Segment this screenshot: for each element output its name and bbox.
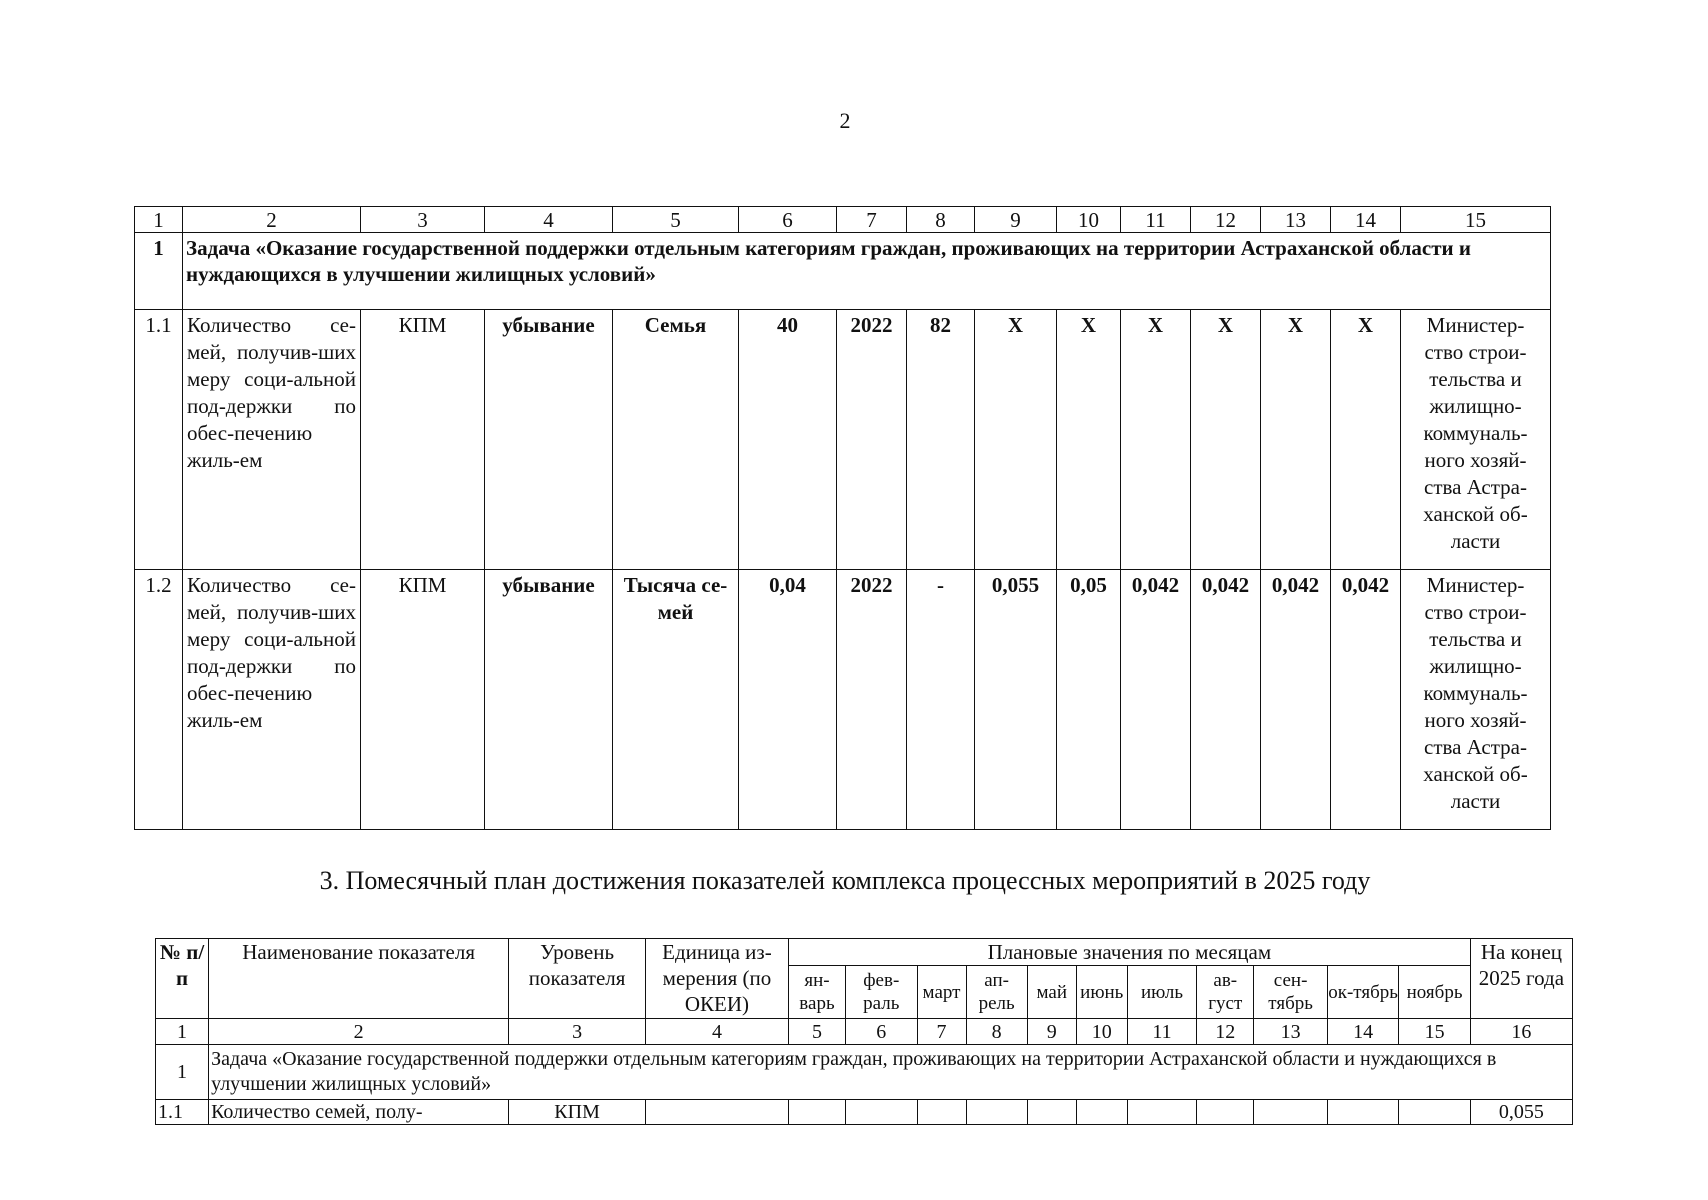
column-number: 7: [837, 207, 907, 233]
table-row: [135, 570, 1551, 830]
column-number: 10: [1076, 1019, 1127, 1045]
task-text: Задача «Оказание государственной поддержки отдельным категориям граждан, проживающих на территории Астраханской области и нуждающихся в улучшении жилищных условий»: [209, 1045, 1573, 1100]
column-number: 1: [156, 1019, 209, 1045]
month-value: [1127, 1100, 1196, 1125]
month-header: ян-варь: [788, 966, 845, 1019]
month-value: [1027, 1100, 1076, 1125]
column-number: 15: [1401, 207, 1551, 233]
month-value: [846, 1100, 917, 1125]
column-number: 13: [1261, 207, 1331, 233]
month-header: июль: [1127, 966, 1196, 1019]
month-header: май: [1027, 966, 1076, 1019]
indicator-name: Количество се-мей, получив-ших меру соци-альной под-держки по обес-печению жиль-ем: [183, 570, 361, 830]
value-cell: 0,042: [1121, 570, 1191, 830]
month-header: ав-густ: [1197, 966, 1254, 1019]
month-value: [917, 1100, 966, 1125]
row-number: 1.1: [135, 310, 183, 570]
task-number: 1: [135, 233, 183, 310]
value-cell: Х: [1121, 310, 1191, 570]
month-header: сен-тябрь: [1254, 966, 1328, 1019]
value-cell: 82: [907, 310, 975, 570]
indicators-table: [134, 206, 1551, 830]
month-value: [788, 1100, 845, 1125]
value-cell: Х: [975, 310, 1057, 570]
column-number: 8: [907, 207, 975, 233]
indicator-name: Количество се-мей, получив-ших меру соци-альной под-держки по обес-печению жиль-ем: [183, 310, 361, 570]
column-number: 12: [1197, 1019, 1254, 1045]
table-row: [156, 1100, 1573, 1125]
column-number: 12: [1191, 207, 1261, 233]
column-number: 7: [917, 1019, 966, 1045]
column-number: 4: [645, 1019, 788, 1045]
month-header: ок-тябрь: [1327, 966, 1398, 1019]
column-number: 9: [975, 207, 1057, 233]
header-name: Наименование показателя: [209, 939, 509, 1019]
indicator-name: Количество семей, полу-: [209, 1100, 509, 1125]
row-number: 1.1: [156, 1100, 209, 1125]
column-number: 6: [739, 207, 837, 233]
value-cell: Х: [1191, 310, 1261, 570]
column-number: 13: [1254, 1019, 1328, 1045]
indicator-unit: [645, 1100, 788, 1125]
column-number: 3: [509, 1019, 646, 1045]
column-number: 10: [1057, 207, 1121, 233]
column-number: 14: [1327, 1019, 1398, 1045]
header-level: Уровень показателя: [509, 939, 646, 1019]
base-value: 0,04: [739, 570, 837, 830]
column-number: 9: [1027, 1019, 1076, 1045]
column-number: 4: [485, 207, 613, 233]
month-header: июнь: [1076, 966, 1127, 1019]
indicator-unit: Тысяча се-мей: [613, 570, 739, 830]
header-unit: Единица из-мерения (по ОКЕИ): [645, 939, 788, 1019]
column-number: 2: [183, 207, 361, 233]
value-cell: 0,05: [1057, 570, 1121, 830]
value-cell: Х: [1331, 310, 1401, 570]
base-year: 2022: [837, 570, 907, 830]
header-row: [156, 939, 1573, 966]
column-number: 3: [361, 207, 485, 233]
indicator-level: КПМ: [361, 570, 485, 830]
month-value: [1197, 1100, 1254, 1125]
indicator-direction: убывание: [485, 310, 613, 570]
column-number: 5: [613, 207, 739, 233]
column-number: 2: [209, 1019, 509, 1045]
header-planned-values: Плановые значения по месяцам: [788, 939, 1470, 966]
column-number-row: [156, 1019, 1573, 1045]
column-number: 1: [135, 207, 183, 233]
column-number: 11: [1127, 1019, 1196, 1045]
table-row: [135, 310, 1551, 570]
year-end-value: 0,055: [1470, 1100, 1572, 1125]
indicator-unit: Семья: [613, 310, 739, 570]
header-year-end: На конец 2025 года: [1470, 939, 1572, 1019]
value-cell: 0,042: [1191, 570, 1261, 830]
month-value: [1399, 1100, 1471, 1125]
month-header: март: [917, 966, 966, 1019]
month-header: ап-рель: [966, 966, 1027, 1019]
month-value: [1076, 1100, 1127, 1125]
value-cell: 0,042: [1261, 570, 1331, 830]
column-number: 8: [966, 1019, 1027, 1045]
month-value: [1327, 1100, 1398, 1125]
column-number: 14: [1331, 207, 1401, 233]
column-number: 5: [788, 1019, 845, 1045]
column-number: 16: [1470, 1019, 1572, 1045]
section-title: 3. Помесячный план достижения показателей комплекса процессных мероприятий в 2025 году: [319, 866, 1371, 895]
indicator-direction: убывание: [485, 570, 613, 830]
column-number: 15: [1399, 1019, 1471, 1045]
column-number: 6: [846, 1019, 917, 1045]
month-header: ноябрь: [1399, 966, 1471, 1019]
column-number-row: [135, 207, 1551, 233]
monthly-plan-table: [155, 938, 1573, 1125]
responsible-body: Министер-ство строи-тельства и жилищно-коммуналь-ного хозяй-ства Астра-ханской об-ласти: [1401, 310, 1551, 570]
value-cell: 0,042: [1331, 570, 1401, 830]
value-cell: -: [907, 570, 975, 830]
indicator-level: КПМ: [509, 1100, 646, 1125]
task-number: 1: [156, 1045, 209, 1100]
value-cell: 0,055: [975, 570, 1057, 830]
task-row: [135, 233, 1551, 310]
month-value: [1254, 1100, 1328, 1125]
responsible-body: Министер-ство строи-тельства и жилищно-коммуналь-ного хозяй-ства Астра-ханской об-ласти: [1401, 570, 1551, 830]
value-cell: Х: [1057, 310, 1121, 570]
month-header: фев-раль: [846, 966, 917, 1019]
page-number: 2: [839, 108, 851, 133]
base-value: 40: [739, 310, 837, 570]
column-number: 11: [1121, 207, 1191, 233]
month-value: [966, 1100, 1027, 1125]
header-number: № п/п: [156, 939, 209, 1019]
value-cell: Х: [1261, 310, 1331, 570]
task-text: Задача «Оказание государственной поддержки отдельным категориям граждан, проживающих на территории Астраханской области и нуждающихся в улучшении жилищных условий»: [183, 233, 1551, 310]
row-number: 1.2: [135, 570, 183, 830]
task-row: [156, 1045, 1573, 1100]
base-year: 2022: [837, 310, 907, 570]
indicator-level: КПМ: [361, 310, 485, 570]
